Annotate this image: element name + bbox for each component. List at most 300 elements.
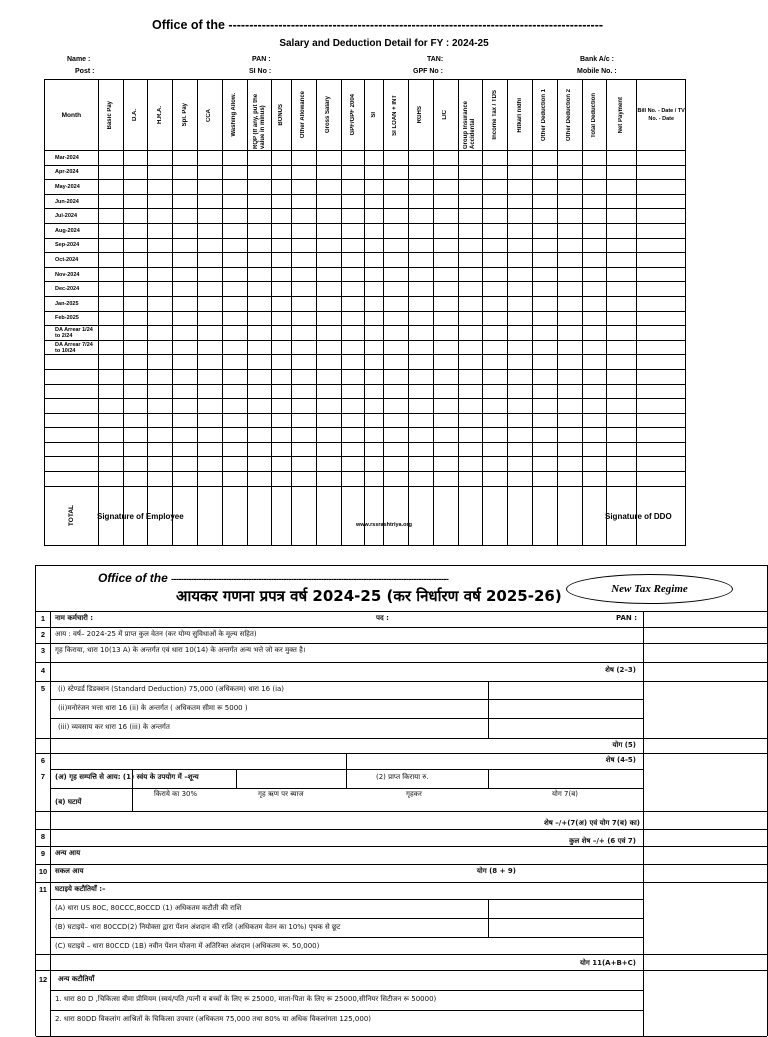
value-cell [408, 151, 433, 166]
value-cell [557, 384, 582, 399]
column-header-label: Net Payment [618, 96, 625, 134]
value-cell [198, 238, 223, 253]
exempt-allowance-text: गृह किराया, धारा 10(13 A) के अन्तर्गत एवं धारा 10(14) के अन्तर्गत अन्य भत्ते जो कर मुक्त है। [55, 646, 306, 654]
value-cell [272, 267, 292, 282]
column-header-label: CCA [206, 108, 213, 122]
value-cell [384, 399, 409, 414]
field-bank-ac: Bank A/c : [580, 56, 614, 63]
total-cell [272, 486, 292, 545]
value-cell [458, 282, 483, 297]
value-cell [222, 267, 247, 282]
value-cell [458, 151, 483, 166]
value-cell [316, 369, 341, 384]
value-cell [148, 209, 173, 224]
value-cell [365, 413, 384, 428]
value-cell [607, 223, 637, 238]
column-header-label: Other Allowance [300, 91, 307, 139]
value-cell [483, 253, 508, 268]
value-cell [532, 340, 557, 355]
grid-line [36, 954, 767, 955]
value-cell [173, 165, 198, 180]
value-cell [384, 428, 409, 443]
value-cell [408, 355, 433, 370]
signature-employee: Signature of Employee [97, 512, 184, 521]
column-header: Bill No. - Date / TV No. - Date [637, 80, 686, 151]
grid-line [51, 718, 643, 719]
value-cell [123, 384, 148, 399]
grid-line [36, 882, 767, 883]
value-cell [582, 165, 607, 180]
value-cell [637, 355, 686, 370]
value-cell [148, 340, 173, 355]
value-cell [637, 209, 686, 224]
month-cell [45, 428, 99, 443]
value-cell [557, 296, 582, 311]
value-cell [247, 457, 272, 472]
total-11-abc: योग 11(A+B+C) [579, 959, 636, 967]
value-cell [247, 399, 272, 414]
value-cell [173, 384, 198, 399]
value-cell [247, 311, 272, 326]
month-cell [45, 442, 99, 457]
value-cell [198, 442, 223, 457]
value-cell [123, 399, 148, 414]
value-cell [458, 238, 483, 253]
column-header [98, 80, 123, 151]
value-cell [408, 209, 433, 224]
month-cell: Sep-2024 [45, 238, 99, 253]
grid-line [488, 769, 489, 788]
total-cell [384, 486, 409, 545]
table-row [45, 267, 686, 282]
value-cell [433, 238, 458, 253]
column-header-label: Gross Salary [325, 96, 332, 134]
value-cell [508, 282, 533, 297]
value-cell [98, 399, 123, 414]
value-cell [123, 369, 148, 384]
column-header-label: Other Deduction 1 [541, 88, 548, 141]
value-cell [458, 369, 483, 384]
value-cell [247, 282, 272, 297]
value-cell [247, 355, 272, 370]
value-cell [508, 326, 533, 341]
value-cell [408, 413, 433, 428]
column-header [222, 80, 247, 151]
value-cell [384, 369, 409, 384]
value-cell [582, 442, 607, 457]
value-cell [557, 428, 582, 443]
value-cell [292, 442, 317, 457]
value-cell [98, 267, 123, 282]
value-cell [557, 238, 582, 253]
value-cell [98, 428, 123, 443]
value-cell [532, 428, 557, 443]
value-cell [247, 428, 272, 443]
value-cell [316, 384, 341, 399]
value-cell [341, 428, 365, 443]
value-cell [408, 311, 433, 326]
salary-table-header [45, 80, 686, 151]
column-header: Month [45, 80, 99, 151]
value-cell [637, 165, 686, 180]
value-cell [433, 472, 458, 487]
value-cell [433, 194, 458, 209]
value-cell [532, 311, 557, 326]
value-cell [365, 238, 384, 253]
table-row [45, 326, 686, 341]
value-cell [222, 442, 247, 457]
row-number: 11 [39, 885, 47, 894]
value-cell [341, 472, 365, 487]
value-cell [316, 194, 341, 209]
value-cell [198, 267, 223, 282]
value-cell [123, 223, 148, 238]
value-cell [98, 326, 123, 341]
value-cell [272, 209, 292, 224]
value-cell [173, 223, 198, 238]
grid-line [51, 788, 643, 789]
grid-line [51, 899, 643, 900]
month-cell: Jul-2024 [45, 209, 99, 224]
column-header [433, 80, 458, 151]
value-cell [222, 413, 247, 428]
value-cell [433, 355, 458, 370]
rent-30-percent-label: किराये का 30% [154, 790, 198, 798]
value-cell [341, 238, 365, 253]
value-cell [637, 413, 686, 428]
value-cell [316, 326, 341, 341]
value-cell [341, 165, 365, 180]
value-cell [532, 223, 557, 238]
value-cell [272, 151, 292, 166]
value-cell [433, 165, 458, 180]
value-cell [148, 223, 173, 238]
grid-line [643, 611, 644, 1036]
value-cell [98, 442, 123, 457]
value-cell [384, 384, 409, 399]
balance-7-text: शेष –/+(7(अ) एवं योग 7(ब) का) [544, 819, 640, 827]
row-number: 5 [40, 684, 46, 693]
value-cell [292, 457, 317, 472]
table-row [45, 428, 686, 443]
value-cell [292, 253, 317, 268]
table-row [45, 399, 686, 414]
value-cell [98, 296, 123, 311]
value-cell [458, 340, 483, 355]
grid-line [488, 681, 643, 682]
value-cell [173, 296, 198, 311]
value-cell [247, 472, 272, 487]
rent-received-text: (2) प्राप्त किराया रु. [376, 773, 429, 781]
value-cell [458, 384, 483, 399]
column-header-label: GPF/GPF 2004 [349, 94, 356, 136]
value-cell [222, 296, 247, 311]
value-cell [198, 428, 223, 443]
value-cell [637, 384, 686, 399]
total-cell [483, 486, 508, 545]
value-cell [198, 399, 223, 414]
value-cell [607, 457, 637, 472]
value-cell [607, 209, 637, 224]
value-cell [384, 326, 409, 341]
value-cell [483, 165, 508, 180]
value-cell [408, 267, 433, 282]
value-cell [408, 340, 433, 355]
value-cell [292, 238, 317, 253]
table-row [45, 413, 686, 428]
month-cell: Nov-2024 [45, 267, 99, 282]
column-header-label: SI [370, 112, 377, 118]
value-cell [365, 223, 384, 238]
value-cell [582, 413, 607, 428]
value-cell [198, 311, 223, 326]
value-cell [341, 311, 365, 326]
table-row [45, 209, 686, 224]
value-cell [341, 384, 365, 399]
column-header-label: RGHS [417, 106, 424, 124]
value-cell [173, 282, 198, 297]
value-cell [433, 223, 458, 238]
value-cell [637, 472, 686, 487]
value-cell [433, 209, 458, 224]
value-cell [384, 209, 409, 224]
value-cell [148, 472, 173, 487]
value-cell [508, 165, 533, 180]
value-cell [607, 399, 637, 414]
value-cell [458, 428, 483, 443]
value-cell [408, 326, 433, 341]
value-cell [292, 326, 317, 341]
value-cell [222, 209, 247, 224]
value-cell [557, 194, 582, 209]
value-cell [433, 180, 458, 195]
office-label: Office of the [152, 18, 225, 32]
value-cell [292, 223, 317, 238]
value-cell [148, 442, 173, 457]
month-cell: Mar-2024 [45, 151, 99, 166]
value-cell [365, 326, 384, 341]
value-cell [433, 267, 458, 282]
value-cell [316, 340, 341, 355]
deduction-80ccd2-text: (B) घटाइये– धारा 80CCD(2) नियोक्ता द्वारा पेंशन अंशदान की राशि (अधिकतम वेतन का 10%) पृथक से छूट [55, 923, 341, 931]
value-cell [365, 442, 384, 457]
value-cell [433, 253, 458, 268]
value-cell [222, 472, 247, 487]
value-cell [272, 457, 292, 472]
column-header [384, 80, 409, 151]
value-cell [198, 165, 223, 180]
total-5: योग (5) [612, 741, 636, 749]
value-cell [123, 413, 148, 428]
value-cell [557, 151, 582, 166]
value-cell [384, 472, 409, 487]
value-cell [198, 384, 223, 399]
value-cell [582, 238, 607, 253]
value-cell [408, 282, 433, 297]
value-cell [532, 472, 557, 487]
value-cell [458, 472, 483, 487]
value-cell [272, 282, 292, 297]
value-cell [582, 223, 607, 238]
employee-name-label: नाम कर्मचारी : [55, 614, 94, 622]
value-cell [148, 369, 173, 384]
value-cell [173, 209, 198, 224]
value-cell [316, 399, 341, 414]
value-cell [247, 165, 272, 180]
value-cell [341, 355, 365, 370]
row-number: 10 [38, 867, 48, 876]
value-cell [508, 413, 533, 428]
value-cell [292, 340, 317, 355]
column-header-label: RQP (If any, put the value in minus) [252, 93, 266, 149]
value-cell [408, 442, 433, 457]
table-row [45, 340, 686, 355]
total-cell [341, 486, 365, 545]
column-header [582, 80, 607, 151]
value-cell [173, 180, 198, 195]
value-cell [222, 180, 247, 195]
value-cell [123, 194, 148, 209]
value-cell [458, 457, 483, 472]
value-cell [508, 457, 533, 472]
value-cell [384, 311, 409, 326]
value-cell [98, 369, 123, 384]
value-cell [123, 267, 148, 282]
value-cell [365, 355, 384, 370]
value-cell [557, 340, 582, 355]
value-cell [98, 223, 123, 238]
value-cell [508, 369, 533, 384]
column-header-label: D.A. [131, 109, 138, 121]
value-cell [247, 384, 272, 399]
value-cell [408, 238, 433, 253]
value-cell [247, 180, 272, 195]
value-cell [458, 399, 483, 414]
value-cell [607, 326, 637, 341]
value-cell [292, 180, 317, 195]
value-cell [316, 282, 341, 297]
total-cell [582, 486, 607, 545]
value-cell [637, 296, 686, 311]
value-cell [532, 413, 557, 428]
value-cell [637, 369, 686, 384]
value-cell [123, 296, 148, 311]
grid-line [51, 1010, 643, 1011]
value-cell [607, 282, 637, 297]
value-cell [365, 311, 384, 326]
value-cell [637, 267, 686, 282]
value-cell [532, 369, 557, 384]
value-cell [582, 209, 607, 224]
value-cell [292, 165, 317, 180]
value-cell [582, 253, 607, 268]
value-cell [272, 399, 292, 414]
value-cell [582, 326, 607, 341]
row-number: 6 [40, 756, 46, 765]
value-cell [316, 413, 341, 428]
value-cell [222, 165, 247, 180]
value-cell [316, 151, 341, 166]
value-cell [148, 194, 173, 209]
grid-line [36, 738, 767, 739]
month-cell [45, 413, 99, 428]
value-cell [458, 165, 483, 180]
value-cell [272, 355, 292, 370]
value-cell [582, 472, 607, 487]
value-cell [148, 253, 173, 268]
value-cell [582, 340, 607, 355]
table-row [45, 253, 686, 268]
value-cell [458, 355, 483, 370]
column-header [532, 80, 557, 151]
grid-line [36, 643, 767, 644]
value-cell [557, 442, 582, 457]
value-cell [557, 369, 582, 384]
value-cell [222, 151, 247, 166]
value-cell [316, 442, 341, 457]
value-cell [532, 296, 557, 311]
value-cell [508, 384, 533, 399]
month-cell: Feb-2025 [45, 311, 99, 326]
value-cell [365, 180, 384, 195]
column-header [408, 80, 433, 151]
value-cell [198, 180, 223, 195]
value-cell [316, 253, 341, 268]
value-cell [123, 326, 148, 341]
value-cell [384, 340, 409, 355]
value-cell [557, 399, 582, 414]
value-cell [247, 296, 272, 311]
value-cell [607, 384, 637, 399]
value-cell [532, 238, 557, 253]
value-cell [148, 355, 173, 370]
row-number: 12 [38, 975, 48, 984]
field-pan: PAN : [252, 56, 271, 63]
value-cell [433, 326, 458, 341]
value-cell [483, 326, 508, 341]
tax-office-blank-line: --------------------------------------------------------------------------------------------------------------- [171, 574, 449, 584]
value-cell [607, 413, 637, 428]
value-cell [582, 369, 607, 384]
value-cell [316, 457, 341, 472]
table-row [45, 194, 686, 209]
month-cell [45, 457, 99, 472]
value-cell [508, 209, 533, 224]
value-cell [98, 457, 123, 472]
value-cell [582, 282, 607, 297]
grid-line [36, 662, 767, 663]
value-cell [532, 267, 557, 282]
value-cell [341, 180, 365, 195]
value-cell [198, 413, 223, 428]
value-cell [173, 238, 198, 253]
value-cell [582, 311, 607, 326]
column-header [148, 80, 173, 151]
month-cell: DA Arrear 7/24 to 10/24 [45, 340, 99, 355]
value-cell [408, 369, 433, 384]
value-cell [98, 413, 123, 428]
value-cell [341, 457, 365, 472]
value-cell [384, 238, 409, 253]
total-cell [458, 486, 483, 545]
month-cell: May-2024 [45, 180, 99, 195]
value-cell [582, 194, 607, 209]
value-cell [316, 223, 341, 238]
value-cell [365, 296, 384, 311]
value-cell [637, 457, 686, 472]
value-cell [272, 369, 292, 384]
value-cell [316, 355, 341, 370]
